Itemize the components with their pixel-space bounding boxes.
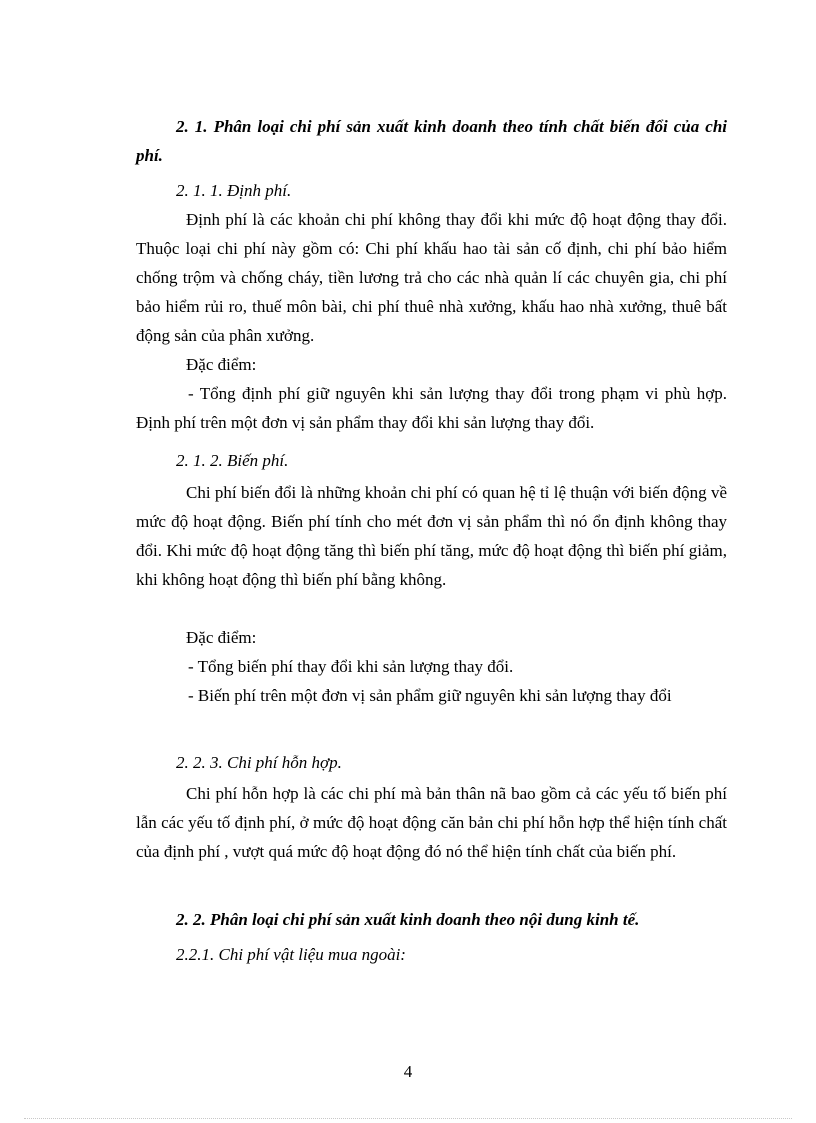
paragraph-variable-cost: Chi phí biến đổi là những khoản chi phí có quan hệ tỉ lệ thuận với biến động về mức độ hoạt động. Biến phí tính cho mét đơn vị sản phẩm thì nó ổn định không thay đổi. Khi mức độ hoạt động tăng thì biến phí tăng, mức độ hoạt động thì biến phí giảm, khi không hoạt động thì biến phí bằng không. — [136, 483, 727, 589]
feature-label-fixed-cost: Đặc điểm: — [186, 355, 257, 374]
subsection-title-2-1-2: 2. 1. 2. Biến phí. — [176, 451, 289, 470]
section-heading-2-2: 2. 2. Phân loại chi phí sản xuất kinh doanh theo nội dung kinh tế. — [176, 910, 640, 929]
bullet-fixed-cost: - Tổng định phí giữ nguyên khi sản lượng thay đổi trong phạm vi phù hợp. Định phí trên một đơn vị sản phẩm thay đổi khi sản lượng thay đổi. — [136, 384, 727, 432]
feature-label-variable-cost: Đặc điểm: — [186, 628, 257, 647]
paragraph-fixed-cost: Định phí là các khoản chi phí không thay đổi khi mức độ hoạt động thay đổi. Thuộc loại chi phí này gồm có: Chi phí khấu hao tài sản cố định, chi phí bảo hiểm chống trộm và chống cháy, tiền lương trả cho các nhà quản lí các chuyên gia, chi phí bảo hiểm rủi ro, thuế môn bài, chi phí thuê nhà xưởng, khấu hao nhà xưởng, thuê bất động sản của phân xưởng. — [136, 210, 727, 345]
subsection-title-2-2-1: 2.2.1. Chi phí vật liệu mua ngoài: — [176, 945, 406, 964]
section-heading-2-1: 2. 1. Phân loại chi phí sản xuất kinh doanh theo tính chất biến đổi của chi phí. — [136, 117, 727, 165]
subsection-title-2-1-1: 2. 1. 1. Định phí. — [176, 181, 292, 200]
page-number: 4 — [403, 1062, 413, 1081]
page-bottom-divider — [24, 1118, 792, 1119]
bullet-variable-cost-unit: - Biến phí trên một đơn vị sản phẩm giữ nguyên khi sản lượng thay đổi — [188, 686, 672, 705]
paragraph-mixed-cost: Chi phí hỗn hợp là các chi phí mà bản thân nã bao gồm cả các yếu tố biến phí lẫn các yếu tố định phí, ở mức độ hoạt động căn bản chi phí hỗn hợp thể hiện tính chất của định phí , vượt quá mức độ hoạt động đó nó thể hiện tính chất của biến phí. — [136, 784, 727, 861]
subsection-title-2-2-3: 2. 2. 3. Chi phí hỗn hợp. — [176, 753, 342, 772]
bullet-variable-cost-total: - Tổng biến phí thay đổi khi sản lượng thay đổi. — [188, 657, 514, 676]
